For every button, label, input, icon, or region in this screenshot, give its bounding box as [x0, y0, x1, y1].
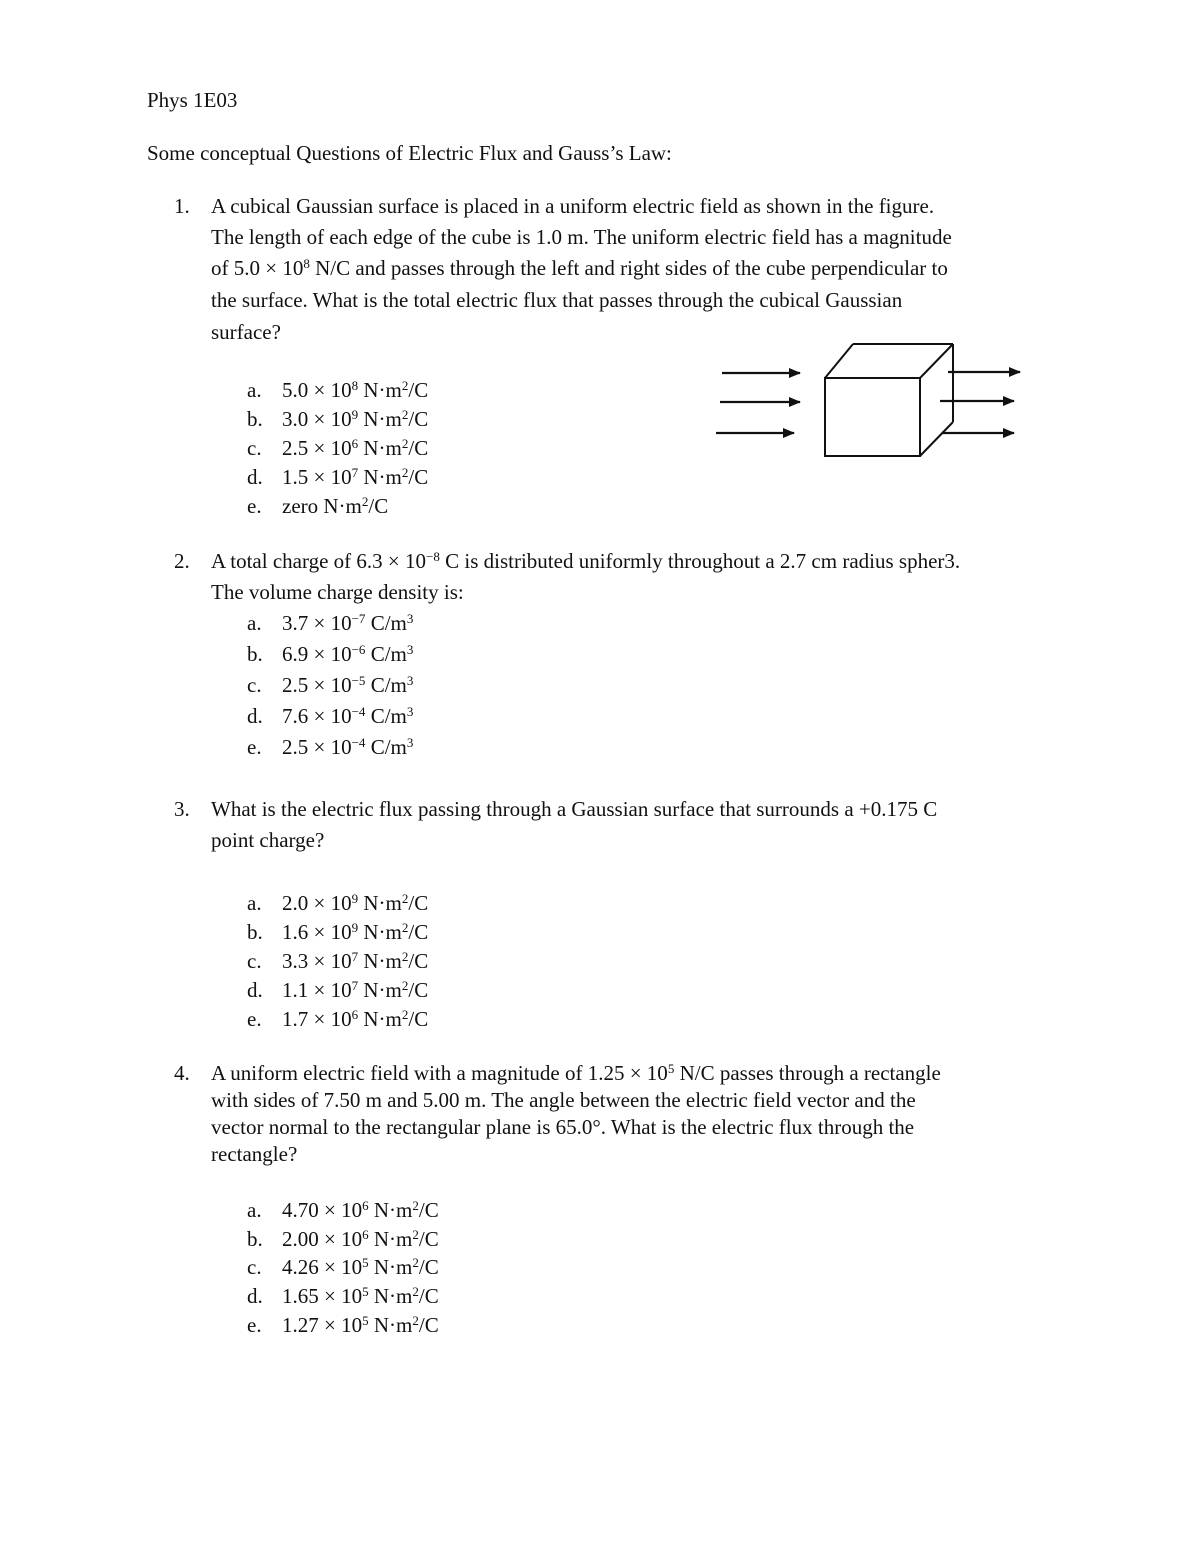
superscript: −8: [426, 548, 440, 564]
option-text: $1.27 \times 10^5$ $N\cdot m^2/C$: [282, 1312, 439, 1337]
superscript: −7: [351, 610, 366, 626]
option-letter: e.: [247, 494, 262, 518]
question-text-line: with sides of 7.50 m and 5.00 m. The angle between the electric field vector and the: [211, 1088, 916, 1112]
superscript: 3: [406, 672, 414, 688]
superscript: 2: [401, 890, 409, 906]
superscript: 6: [362, 1226, 369, 1242]
superscript: 2: [412, 1197, 419, 1213]
option-letter: e.: [247, 735, 262, 759]
option-letter: c.: [247, 673, 262, 697]
question-text-line: vector normal to the rectangular plane is 65.0°. What is the electric flux through the: [211, 1115, 915, 1139]
superscript: 2: [412, 1283, 419, 1299]
superscript: 9: [351, 919, 359, 935]
question-text-line: point charge?: [211, 828, 325, 852]
cube-field-figure: [710, 338, 1040, 468]
option-letter: c.: [247, 1255, 262, 1279]
superscript: 5: [362, 1312, 369, 1328]
superscript: 3: [406, 641, 414, 657]
question-text-line: rectangle?: [211, 1142, 298, 1166]
option-text: $1.65 \times 10^5$ $N\cdot m^2/C$: [282, 1283, 439, 1308]
question-number: 1.: [174, 194, 190, 218]
superscript: 3: [406, 734, 414, 750]
question-text-line: A cubical Gaussian surface is placed in a uniform electric field as shown in the figure.: [211, 194, 935, 218]
superscript: −4: [351, 734, 366, 750]
question-text-line: A uniform electric field with a magnitude of $1.25 \times 10^5$ N/C passes through a rectangle: [211, 1060, 941, 1085]
question-number: 2.: [174, 549, 190, 573]
superscript: 2: [401, 464, 409, 480]
superscript: 2: [401, 406, 409, 422]
superscript: 2: [361, 493, 369, 509]
question-text-line: The volume charge density is:: [211, 580, 464, 604]
superscript: 6: [351, 1006, 359, 1022]
option-text: $2.5 \times 10^6$ $N\cdot m^2/C$: [282, 435, 429, 460]
option-letter: d.: [247, 465, 263, 489]
option-text: $2.00 \times 10^6$ $N\cdot m^2/C$: [282, 1226, 439, 1251]
option-letter: a.: [247, 611, 262, 635]
option-letter: a.: [247, 891, 262, 915]
option-text: $2.5 \times 10^{-4}$ $C/m^3$: [282, 734, 414, 759]
superscript: 5: [362, 1254, 369, 1270]
superscript: 6: [351, 435, 359, 451]
option-letter: d.: [247, 704, 263, 728]
question-text-line: the surface. What is the total electric flux that passes through the cubical Gaussian: [211, 288, 903, 312]
question-number: 4.: [174, 1061, 190, 1085]
option-text: $3.3 \times 10^7$ $N\cdot m^2/C$: [282, 948, 429, 973]
option-letter: e.: [247, 1007, 262, 1031]
question-number: 3.: [174, 797, 190, 821]
superscript: 2: [401, 948, 409, 964]
superscript: 2: [412, 1226, 419, 1242]
option-letter: a.: [247, 378, 262, 402]
question-text-line: A total charge of $6.3 \times 10^{-8}$ C is distributed uniformly throughout a 2.7 cm radius spher3.: [211, 548, 961, 573]
option-text: $2.5 \times 10^{-5}$ $C/m^3$: [282, 672, 414, 697]
option-letter: b.: [247, 920, 263, 944]
superscript: 5: [362, 1283, 369, 1299]
option-letter: b.: [247, 1227, 263, 1251]
superscript: −5: [351, 672, 366, 688]
option-letter: d.: [247, 1284, 263, 1308]
option-letter: b.: [247, 407, 263, 431]
superscript: 2: [401, 977, 409, 993]
option-text: $1.7 \times 10^6$ $N\cdot m^2/C$: [282, 1006, 429, 1031]
option-text: $6.9 \times 10^{-6}$ $C/m^3$: [282, 641, 414, 666]
superscript: −4: [351, 703, 366, 719]
question-text-line: The length of each edge of the cube is 1.0 m. The uniform electric field has a magnitude: [211, 225, 952, 249]
option-text: $1.6 \times 10^9$ $N\cdot m^2/C$: [282, 919, 429, 944]
superscript: −6: [351, 641, 366, 657]
question-text-line: of $5.0 \times 10^8$ N/C and passes through the left and right sides of the cube perpendicular to: [211, 255, 948, 280]
question-text-line: What is the electric flux passing through a Gaussian surface that surrounds a +0.175 C: [211, 797, 938, 821]
option-text: zero $N\cdot m^2/C$: [282, 493, 389, 518]
superscript: 6: [362, 1197, 369, 1213]
superscript: 2: [401, 435, 409, 451]
option-text: $3.7 \times 10^{-7}$ $C/m^3$: [282, 610, 414, 635]
option-text: $1.5 \times 10^7$ $N\cdot m^2/C$: [282, 464, 429, 489]
option-text: $4.70 \times 10^6$ $N\cdot m^2/C$: [282, 1197, 439, 1222]
option-letter: c.: [247, 436, 262, 460]
superscript: 3: [406, 703, 414, 719]
cube: [825, 344, 953, 456]
superscript: 7: [351, 948, 359, 964]
superscript: 7: [351, 977, 359, 993]
superscript: 2: [401, 377, 409, 393]
option-text: $3.0 \times 10^9$ $N\cdot m^2/C$: [282, 406, 429, 431]
superscript: 9: [351, 890, 359, 906]
question-text-line: surface?: [211, 320, 281, 344]
superscript: 7: [351, 464, 359, 480]
option-text: $2.0 \times 10^9$ $N\cdot m^2/C$: [282, 890, 429, 915]
option-text: $1.1 \times 10^7$ $N\cdot m^2/C$: [282, 977, 429, 1002]
option-letter: a.: [247, 1198, 262, 1222]
superscript: 3: [406, 610, 414, 626]
course-title: Phys 1E03: [147, 88, 238, 112]
page-subtitle: Some conceptual Questions of Electric Flux and Gauss’s Law:: [147, 141, 672, 165]
superscript: 9: [351, 406, 359, 422]
option-letter: e.: [247, 1313, 262, 1337]
option-text: $5.0 \times 10^8$ $N\cdot m^2/C$: [282, 377, 429, 402]
superscript: 2: [401, 1006, 409, 1022]
superscript: 8: [303, 255, 310, 271]
option-letter: b.: [247, 642, 263, 666]
superscript: 2: [412, 1254, 419, 1270]
option-letter: c.: [247, 949, 262, 973]
superscript: 2: [401, 919, 409, 935]
superscript: 2: [412, 1312, 419, 1328]
option-text: $4.26 \times 10^5$ $N\cdot m^2/C$: [282, 1254, 439, 1279]
superscript: 5: [667, 1060, 675, 1076]
option-text: $7.6 \times 10^{-4}$ $C/m^3$: [282, 703, 414, 728]
superscript: 8: [351, 377, 359, 393]
option-letter: d.: [247, 978, 263, 1002]
